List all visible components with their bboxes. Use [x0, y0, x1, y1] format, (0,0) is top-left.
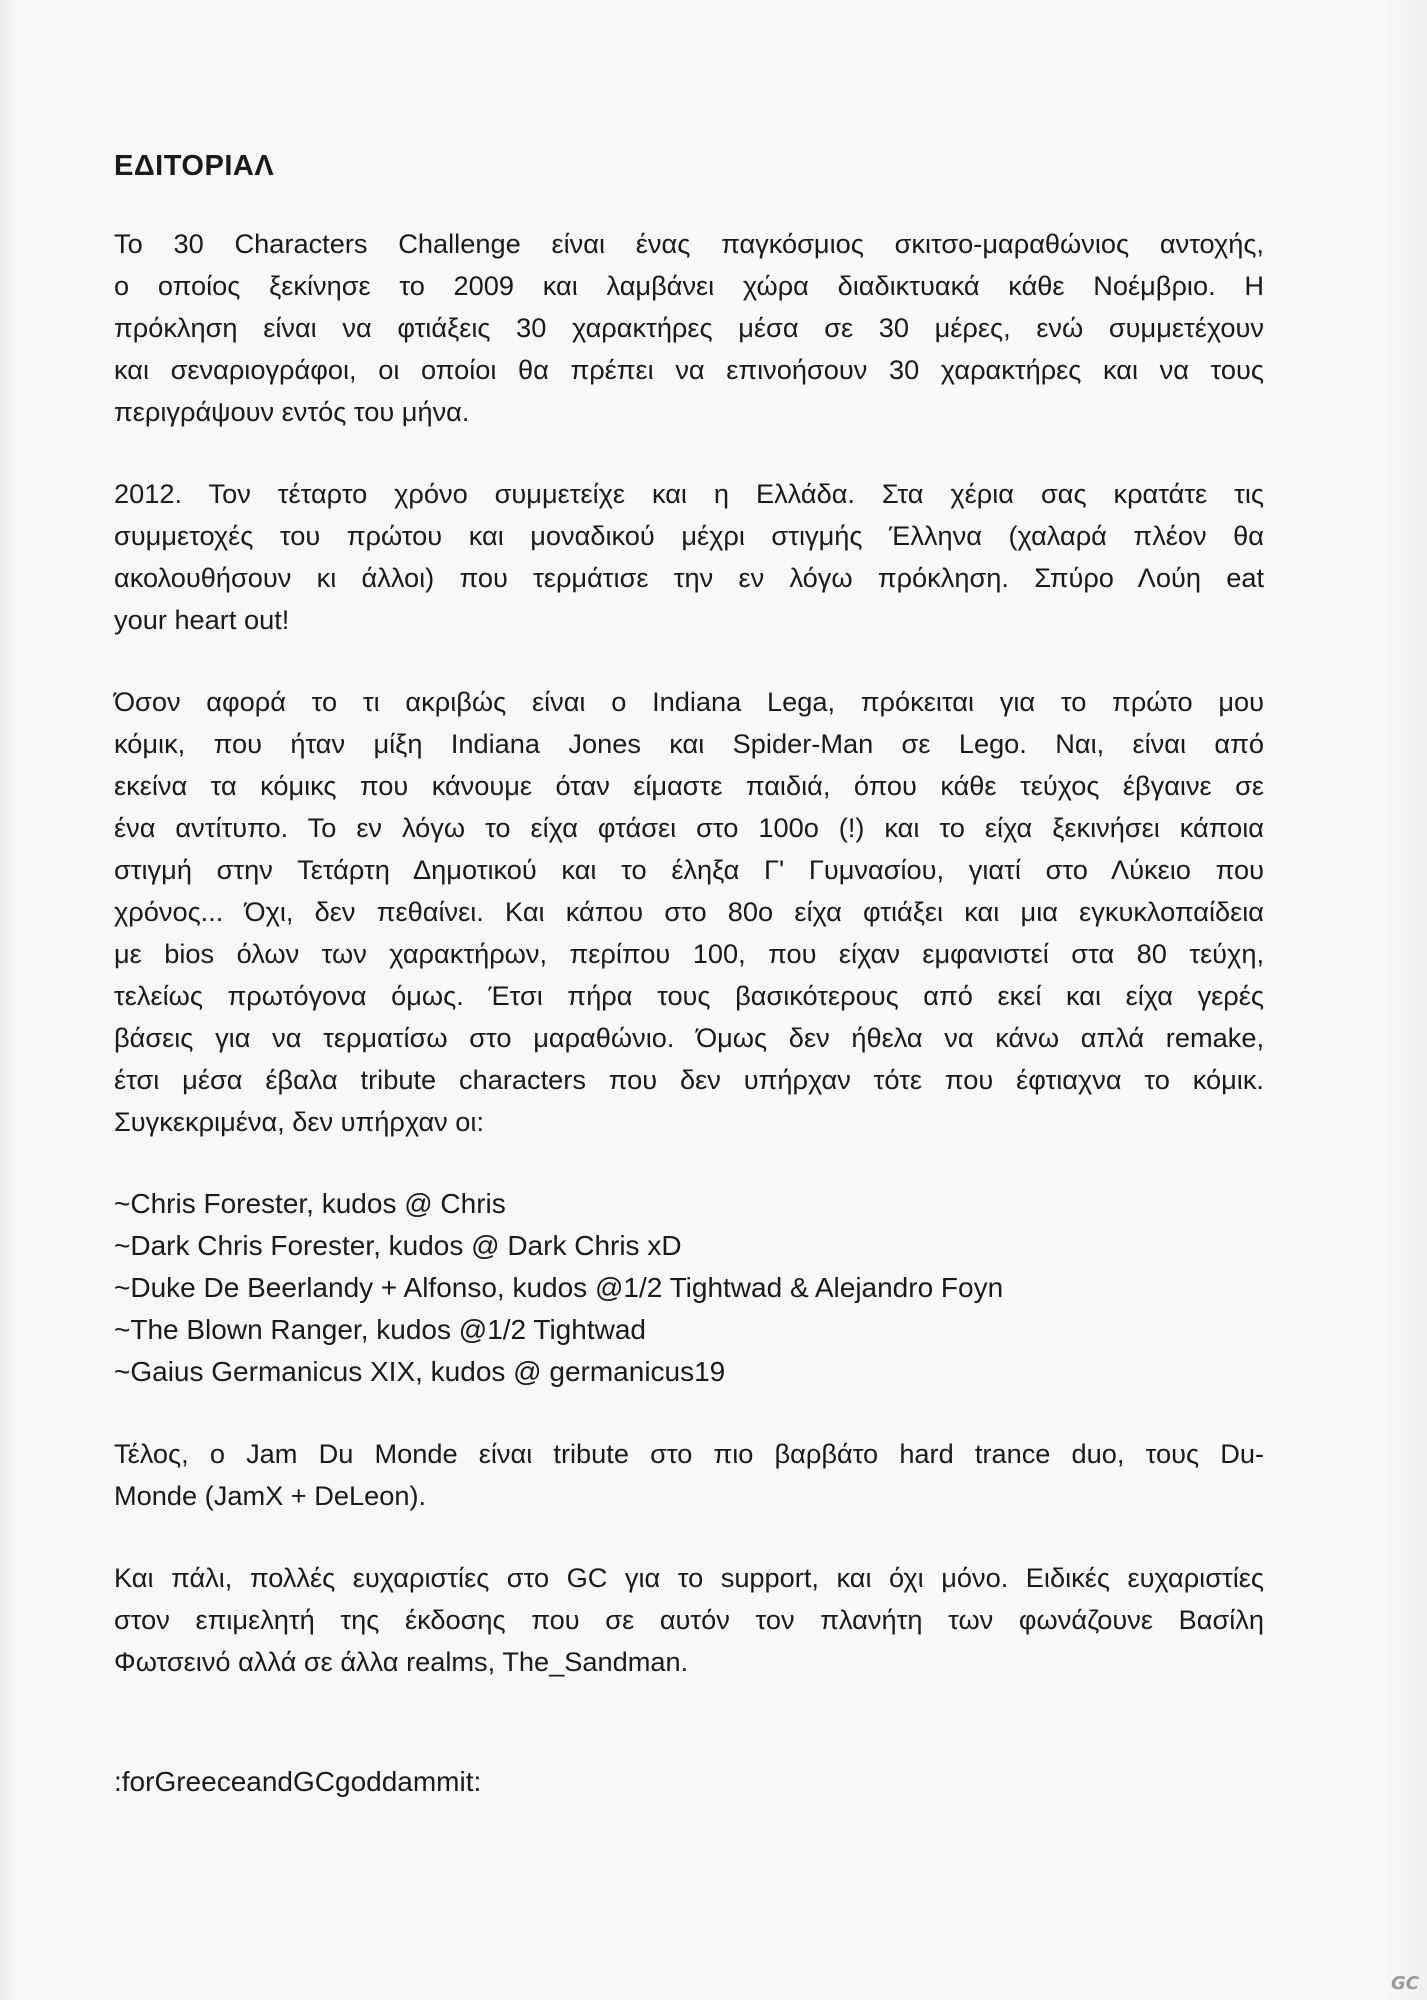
text-line: ένα αντίτυπο. Το εν λόγω το είχα φτάσει στο 100ο (!) και το είχα ξεκινήσει κάποια: [114, 812, 1264, 843]
text-line: χρόνος... Όχι, δεν πεθαίνει. Και κάπου στο 80ο είχα φτιάξει και μια εγκυκλοπαίδεια: [114, 896, 1264, 927]
editorial-content: [114, 150, 1264, 1803]
page-title: ΕΔΙΤΟΡΙΑΛ: [114, 150, 275, 182]
text-line: Το 30 Characters Challenge είναι ένας παγκόσμιος σκιτσο-μαραθώνιος αντοχής,: [114, 228, 1264, 259]
text-line: έτσι μέσα έβαλα tribute characters που δεν υπήρχαν τότε που έφτιαχνα το κόμικ.: [114, 1064, 1264, 1095]
text-line: Και πάλι, πολλές ευχαριστίες στο GC για το support, και όχι μόνο. Ειδικές ευχαριστίες: [114, 1562, 1264, 1593]
list-item: ~Gaius Germanicus XIX, kudos @ germanicus19: [114, 1356, 726, 1387]
paragraph-indiana-lega: [114, 681, 1264, 1143]
list-item: ~The Blown Ranger, kudos @1/2 Tightwad: [114, 1314, 646, 1345]
tribute-list: [114, 1183, 1264, 1393]
signoff: :forGreeceandGCgoddammit:: [114, 1766, 482, 1797]
text-line: βάσεις για να τερματίσω στο μαραθώνιο. Όμως δεν ήθελα να κάνω απλά remake,: [114, 1022, 1264, 1053]
text-line: εκείνα τα κόμικς που κάνουμε όταν είμαστε παιδιά, όπου κάθε τεύχος έβγαινε σε: [114, 770, 1264, 801]
text-line: με bios όλων των χαρακτήρων, περίπου 100, που είχαν εμφανιστεί στα 80 τεύχη,: [114, 938, 1264, 969]
text-line: ο οποίος ξεκίνησε το 2009 και λαμβάνει χώρα διαδικτυακά κάθε Νοέμβριο. Η: [114, 270, 1264, 301]
text-line: your heart out!: [114, 604, 290, 635]
list-item: ~Dark Chris Forester, kudos @ Dark Chris xD: [114, 1230, 682, 1261]
text-line: Όσον αφορά το τι ακριβώς είναι ο Indiana Lega, πρόκειται για το πρώτο μου: [114, 686, 1264, 717]
list-item: ~Chris Forester, kudos @ Chris: [114, 1188, 506, 1219]
text-line: Συγκεκριμένα, δεν υπήρχαν οι:: [114, 1106, 485, 1137]
text-line: συμμετοχές του πρώτου και μοναδικού μέχρι στιγμής Έλληνα (χαλαρά πλέον θα: [114, 520, 1264, 551]
gc-watermark: GC: [1391, 1973, 1419, 1994]
paragraph-intro: [114, 223, 1264, 433]
text-line: στον επιμελητή της έκδοσης που σε αυτόν τον πλανήτη των φωνάζουνε Βασίλη: [114, 1604, 1264, 1635]
text-line: τελείως πρωτόγονα όμως. Έτσι πήρα τους βασικότερους από εκεί και είχα γερές: [114, 980, 1264, 1011]
text-line: στιγμή στην Τετάρτη Δημοτικού και το έληξα Γ' Γυμνασίου, γιατί στο Λύκειο που: [114, 854, 1264, 885]
text-line: και σεναριογράφοι, οι οποίοι θα πρέπει να επινοήσουν 30 χαρακτήρες και να τους: [114, 354, 1264, 385]
text-line: κόμικ, που ήταν μίξη Indiana Jones και Spider-Man σε Lego. Ναι, είναι από: [114, 728, 1264, 759]
paragraph-thanks: [114, 1557, 1264, 1683]
text-line: περιγράψουν εντός του μήνα.: [114, 396, 470, 427]
text-line: πρόκληση είναι να φτιάξεις 30 χαρακτήρες μέσα σε 30 μέρες, ενώ συμμετέχουν: [114, 312, 1264, 343]
text-line: Τέλος, ο Jam Du Monde είναι tribute στο πιο βαρβάτο hard trance duo, τους Du-: [114, 1438, 1264, 1469]
list-item: ~Duke De Beerlandy + Alfonso, kudos @1/2 Tightwad & Alejandro Foyn: [114, 1272, 1004, 1303]
text-line: 2012. Τον τέταρτο χρόνο συμμετείχε και η Ελλάδα. Στα χέρια σας κρατάτε τις: [114, 478, 1264, 509]
text-line: Monde (JamX + DeLeon).: [114, 1480, 427, 1511]
paragraph-jam-du-monde: [114, 1433, 1264, 1517]
text-line: Φωτσεινό αλλά σε άλλα realms, The_Sandman.: [114, 1646, 689, 1677]
text-line: ακολουθήσουν κι άλλοι) που τερμάτισε την εν λόγω πρόκληση. Σπύρο Λούη eat: [114, 562, 1264, 593]
paragraph-greece: [114, 473, 1264, 641]
